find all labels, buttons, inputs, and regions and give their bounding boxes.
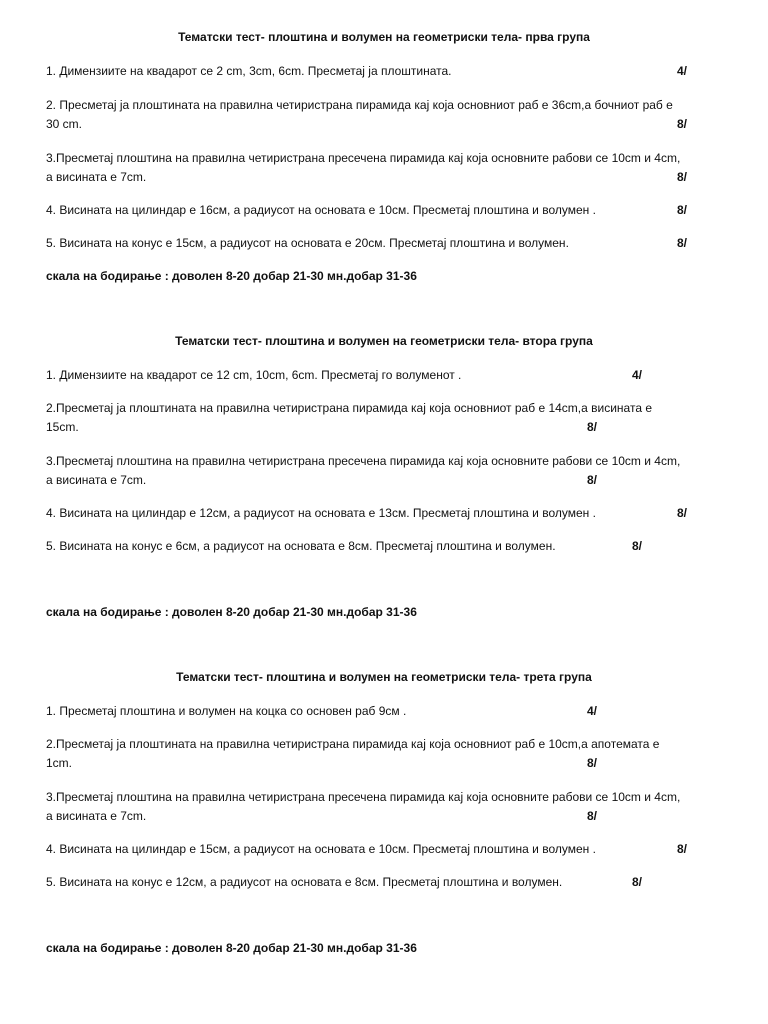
group-3-task-2-line-1: 2.Пресметај ја плоштината на правилна четиристрана пирамида кај која основниот раб е 10cm,а апотемата е — [46, 737, 660, 751]
group-1-task-1: 1. Димензиите на квадарот се 2 cm, 3cm, 6cm. Пресметај ја плоштината. — [46, 64, 452, 78]
group-2-task-2-line-1: 2.Пресметај ја плоштината на правилна четиристрана пирамида кај која основниот раб е 14cm,а висината е — [46, 401, 652, 415]
group-3-task-1-points: 4/ — [587, 704, 598, 718]
group-1-task-5: 5. Висината на конус е 15см, а радиусот на основата е 20см. Пресметај плоштина и волумен. — [46, 236, 569, 250]
group-3-grading-scale: скала на бодирање : доволен 8-20 добар 21-30 мн.добар 31-36 — [46, 941, 417, 955]
group-3-title: Тематски тест- плоштина и волумен на геометриски тела- трета група — [176, 670, 592, 684]
group-3-task-4: 4. Висината на цилиндар е 15см, а радиусот на основата е 10см. Пресметај плоштина и волумен . — [46, 842, 596, 856]
group-2-task-5: 5. Висината на конус е 6см, а радиусот на основата е 8см. Пресметај плоштина и волумен. — [46, 539, 556, 553]
group-1-title: Тематски тест- плоштина и волумен на геометриски тела- прва група — [178, 30, 590, 44]
group-2-task-1: 1. Димензиите на квадарот се 12 cm, 10cm, 6cm. Пресметај го волуменот . — [46, 368, 462, 382]
group-1-task-4-points: 8/ — [677, 203, 688, 217]
group-1-task-1-points: 4/ — [677, 64, 688, 78]
group-2-task-3-line-2: а висината е 7cm. — [46, 473, 147, 487]
group-3-task-3-line-2: а висината е 7cm. — [46, 809, 147, 823]
group-1-task-5-points: 8/ — [677, 236, 688, 250]
group-3-task-3-line-1: 3.Пресметај плоштина на правилна четиристрана пресечена пирамида кај која основните рабови се 10cm и 4cm, — [46, 790, 681, 804]
group-1-task-3-points: 8/ — [677, 170, 688, 184]
group-3-task-4-points: 8/ — [677, 842, 688, 856]
group-2-grading-scale: скала на бодирање : доволен 8-20 добар 21-30 мн.добар 31-36 — [46, 605, 417, 619]
group-2-title: Тематски тест- плоштина и волумен на геометриски тела- втора група — [175, 334, 593, 348]
group-3-task-1: 1. Пресметај плоштина и волумен на коцка со основен раб 9см . — [46, 704, 407, 718]
group-3-task-2-line-2: 1cm. — [46, 756, 73, 770]
group-3-task-5-points: 8/ — [632, 875, 643, 889]
group-2-task-4-points: 8/ — [677, 506, 688, 520]
group-2-task-1-points: 4/ — [632, 368, 643, 382]
group-2-task-5-points: 8/ — [632, 539, 643, 553]
group-1-task-3-line-1: 3.Пресметај плоштина на правилна четиристрана пресечена пирамида кај која основните рабови се 10cm и 4cm, — [46, 151, 681, 165]
group-1-grading-scale: скала на бодирање : доволен 8-20 добар 21-30 мн.добар 31-36 — [46, 269, 417, 283]
group-3-task-5: 5. Висината на конус е 12см, а радиусот на основата е 8см. Пресметај плоштина и волумен. — [46, 875, 563, 889]
group-2-task-2-line-2: 15cm. — [46, 420, 79, 434]
group-1-task-4: 4. Висината на цилиндар е 16см, а радиусот на основата е 10см. Пресметај плоштина и волумен . — [46, 203, 596, 217]
group-1-task-3-line-2: а висината е 7cm. — [46, 170, 147, 184]
group-2-task-3-line-1: 3.Пресметај плоштина на правилна четиристрана пресечена пирамида кај која основните рабови се 10cm и 4cm, — [46, 454, 681, 468]
group-2-task-3-points: 8/ — [587, 473, 598, 487]
group-1-task-2-line-2: 30 cm. — [46, 117, 83, 131]
group-2-task-2-points: 8/ — [587, 420, 598, 434]
group-3-task-2-points: 8/ — [587, 756, 598, 770]
group-3-task-3-points: 8/ — [587, 809, 598, 823]
group-1-task-2-line-1: 2. Пресметај ја плоштината на правилна четиристрана пирамида кај која основниот раб е 36cm,а бочниот раб е — [46, 98, 673, 112]
group-1-task-2-points: 8/ — [677, 117, 688, 131]
group-2-task-4: 4. Висината на цилиндар е 12см, а радиусот на основата е 13см. Пресметај плоштина и волумен . — [46, 506, 596, 520]
